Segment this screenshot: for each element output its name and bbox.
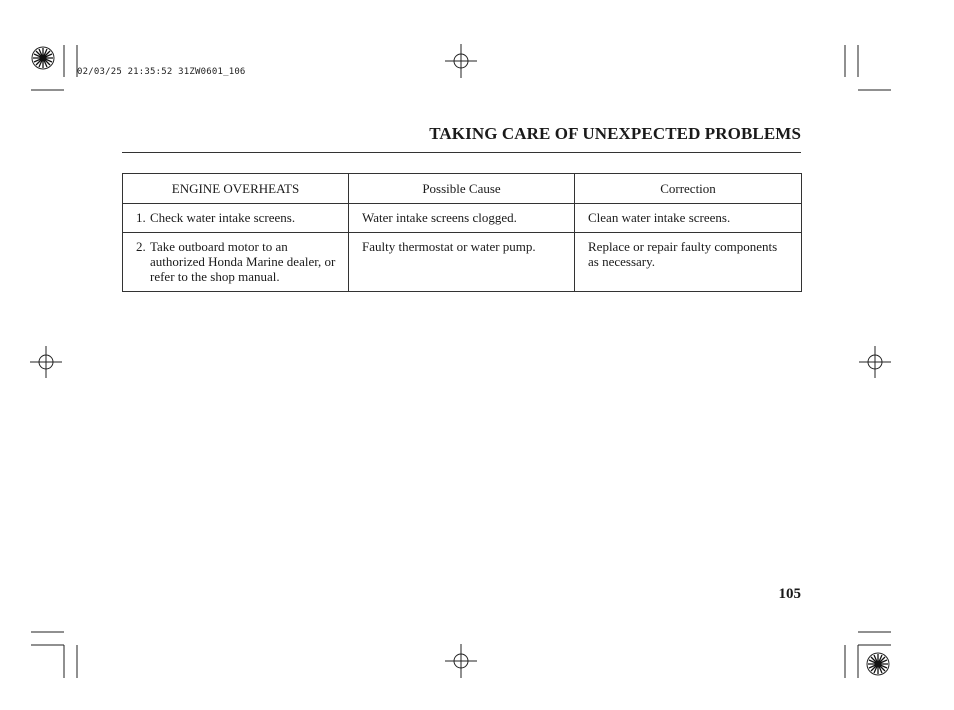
table-row xyxy=(123,233,802,292)
step-item xyxy=(136,239,336,284)
step-number: 1. xyxy=(136,210,146,225)
correction-cell: Replace or repair faulty components as necessary. xyxy=(575,233,802,292)
step-number: 2. xyxy=(136,239,146,254)
registration-crosshair-top xyxy=(445,44,477,78)
star-target-bottom-right xyxy=(867,653,889,675)
table-header-row xyxy=(123,174,802,204)
page-number: 105 xyxy=(778,586,801,602)
header-possible-cause: Possible Cause xyxy=(349,174,575,204)
step-item xyxy=(136,210,336,225)
registration-crosshair-right xyxy=(859,346,891,378)
troubleshooting-table xyxy=(122,173,802,292)
correction-cell: Clean water intake screens. xyxy=(575,204,802,233)
star-target-top-left xyxy=(32,47,54,69)
header-correction: Correction xyxy=(575,174,802,204)
step-text: Check water intake screens. xyxy=(150,210,296,225)
cause-cell: Faulty thermostat or water pump. xyxy=(349,233,575,292)
print-slug: 02/03/25 21:35:52 31ZW0601_106 xyxy=(77,67,246,77)
registration-crosshair-left xyxy=(30,346,62,378)
header-symptom: ENGINE OVERHEATS xyxy=(123,174,349,204)
registration-crosshair-bottom xyxy=(445,644,477,678)
step-cell xyxy=(123,233,349,292)
step-text: Take outboard motor to an authorized Honda Marine dealer, or refer to the shop manual. xyxy=(150,239,336,284)
cause-cell: Water intake screens clogged. xyxy=(349,204,575,233)
table-row xyxy=(123,204,802,233)
title-rule xyxy=(122,152,801,153)
section-title: TAKING CARE OF UNEXPECTED PROBLEMS xyxy=(429,124,801,143)
step-cell xyxy=(123,204,349,233)
